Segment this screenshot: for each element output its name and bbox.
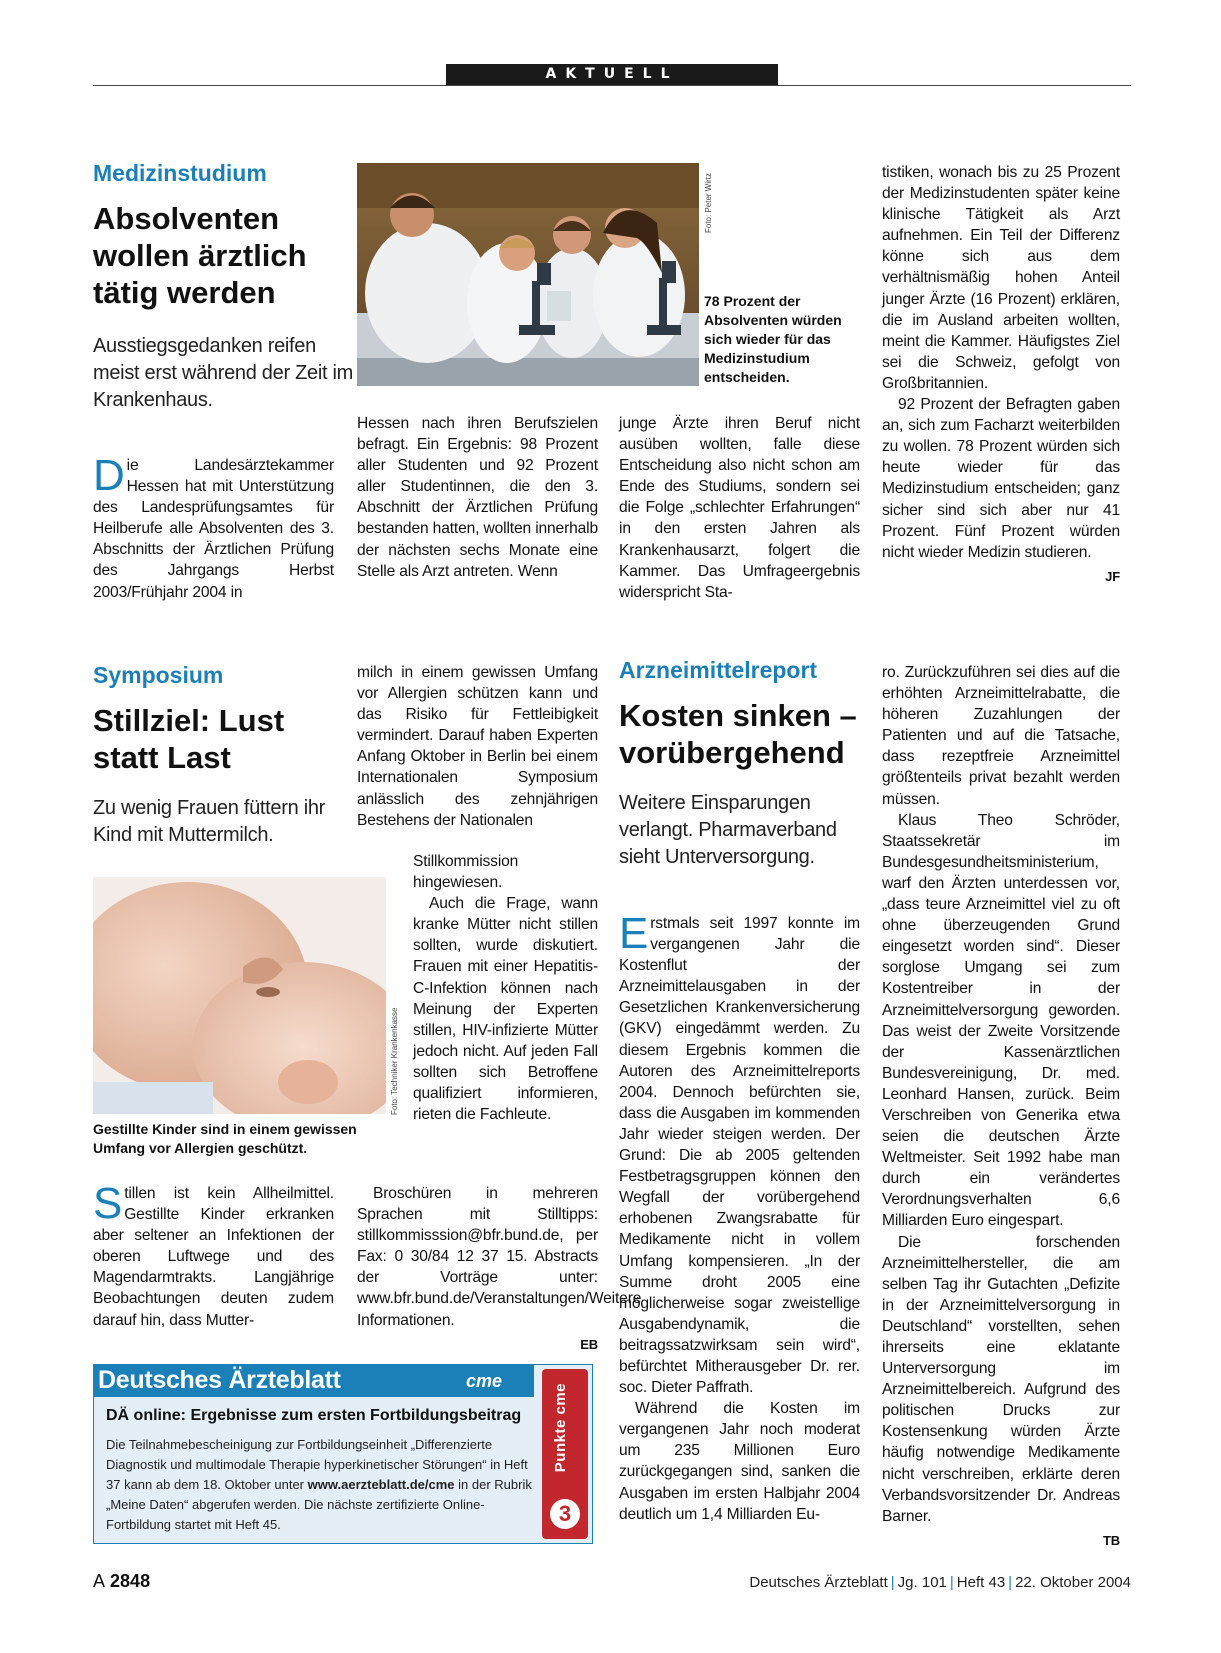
dropcap: S (93, 1179, 123, 1228)
article3-kicker: Arzneimittelreport (619, 657, 818, 683)
cme-link[interactable]: www.aerzteblatt.de/cme (307, 1477, 455, 1492)
cme-points-badge: Punkte cme 3 (542, 1369, 588, 1539)
photo-credit: Foto: Peter Wirtz (704, 172, 713, 233)
page-number: A 2848 (93, 1571, 151, 1591)
article3-deck: Weitere Einsparungen verlangt. Pharmaverband sieht Unterversorgung. (619, 792, 837, 868)
article1-kicker: Medizinstudium (93, 160, 267, 186)
author-signature: TB (1102, 1532, 1120, 1548)
breastfeeding-photo (93, 877, 386, 1114)
photo-caption: Gestillte Kinder sind in einem gewissen Umfang vor Allergien geschützt. (93, 1121, 357, 1156)
article3-column-1: Erstmals seit 1997 konnte im vergangenen Jahr die Kostenflut der Arzneimittelausgaben in der Gesetzlichen Krankenversicherung (GKV) eingedämmt werden. Zu diesem Ergebnis kommen die Autoren des Arzneimittelreports 2004. Dennoch befürchten sie, dass die Ausgaben im kommenden Jahr wieder steigen werden. Der Grund: Die ab 2005 geltenden Festbetragsgruppen können den Wegfall der vorübergehend erhobenen Zwangsrabatte für Medikamente nicht in vollem Umfang kompensieren. „In der Summe droht 2005 eine möglicherweise sogar zweistellige Ausgabendynamik, die beitragssatzwirksam sein wird“, befürchtet Mitherausgeber Dr. rer. soc. Dieter Paffrath. Während die Kosten im vergangenen Jahr noch moderat um 235 Millionen Euro zurückgegangen sind, sanken die Ausgaben im ersten Halbjahr 2004 deutlich um 1,4 Milliarden Eu- (619, 909, 860, 1523)
article2-column-2-end: Broschüren in mehreren Sprachen mit Stilltipps: stillkommisssion@bfr.bund.de, per Fax: 0 30/84 12 37 15. Abstracts der Vorträge unter: www.bfr.bund.de/Veranstaltungen/Weitere Informationen. EB (357, 1183, 598, 1355)
photo-credit: Foto: Techniker Krankenkasse (390, 1007, 399, 1115)
footer-info: Deutsches Ärzteblatt | Jg. 101 | Heft 43 | 22. Oktober 2004 (749, 1574, 1131, 1591)
article1-headline: Absolventen wollen ärztlich tätig werden (93, 201, 307, 310)
cme-text: Die Teilnahmebescheinigung zur Fortbildungseinheit „Differenzierte Diagnostik und multimodale Therapie hyperkinetischer Störungen“ in Heft 37 kann ab dem 18. Oktober unter www.aerzteblatt.de/cme in der Rubrik „Meine Daten“ abgerufen werden. Die nächste zertifizierte Online-Fortbildung startet mit Heft 45. (106, 1437, 532, 1532)
article2-column-2: milch in einem gewissen Umfang vor Allergien schützen kann und das Risiko für Fettleibigkeit vermindert. Darauf haben Experten Anfang Oktober in Berlin bei einem Internationalen Symposium anlässlich des zehnjährigen Bestehens der Nationalen (357, 664, 598, 829)
article1-column-3: junge Ärzte ihren Beruf nicht ausüben wollten, falle diese Entscheidung also nicht schon am Ende des Studiums, sondern sei die Folge „schlechter Erfahrungen“ in den ersten Jahren als Krankenhausarzt, folgert die Kammer. Das Umfrageergebnis widerspricht Sta- (619, 415, 860, 601)
article2-kicker: Symposium (93, 662, 224, 688)
dropcap: E (619, 909, 649, 958)
section-label: AKTUELL (446, 64, 778, 85)
article2-column-1: Stillen ist kein Allheilmittel. Gestillte Kinder erkranken aber seltener an Infektionen der oberen Luftwege und des Magendarmtrakts. Langjährige Beobachtungen deuten zudem darauf hin, dass Mutter- (93, 1179, 334, 1329)
article1-deck: Ausstiegsgedanken reifen meist erst während der Zeit im Krankenhaus. (93, 335, 353, 411)
article1-column-4: tistiken, wonach bis zu 25 Prozent der Medizinstudenten später keine klinische Tätigkeit als Arzt aufnehmen. Ein Teil der Differenz könne sich aus dem verhältnismäßig hohen Anteil junger Ärzte (16 Prozent) erklären, die im Ausland arbeiten wollten, meint die Kammer. Häufigstes Ziel sei die Schweiz, gefolgt von Großbritannien. 92 Prozent der Befragten gaben an, sich zum Facharzt weiterbilden zu wollen. 78 Prozent würden sich heute wieder für das Medizinstudium entscheiden; ganz sicher sind sich aber nur 41 Prozent. Fünf Prozent würden nicht wieder Medizin studieren. JF (882, 162, 1120, 587)
points-circle: 3 (550, 1499, 580, 1529)
header-rule (93, 85, 1131, 86)
dropcap: D (93, 451, 125, 500)
cme-brand: Deutsches Ärzteblatt (98, 1366, 341, 1394)
cme-heading: DÄ online: Ergebnisse zum ersten Fortbildungsbeitrag (106, 1407, 522, 1424)
author-signature: JF (1105, 568, 1120, 584)
author-signature: EB (580, 1336, 598, 1352)
article3-column-2: ro. Zurückzuführen sei dies auf die erhöhten Arzneimittelrabatte, die höheren Zuzahlungen der Patienten und auf die Tatsache, dass rezeptfreie Arzneimittel größtenteils privat bezahlt werden müssen. Klaus Theo Schröder, Staatssekretär im Bundesgesundheitsministerium, warf den Ärzten unterdessen vor, „dass teure Arzneimittel viel zu oft ohne überzeugenden Grund eingesetzt worden sind“. Dieser sorglose Umgang sei zum Kostentreiber in der Arzneimittelversorgung geworden. Das weist der Zweite Vorsitzende der Kassenärztlichen Bundesvereinigung, Dr. med. Leonhard Hansen, zurück. Beim Verschreiben von Generika etwa seien die deutschen Ärzte Weltmeister. Seit 1992 habe man durch ein verändertes Verordnungsverhalten 6,6 Milliarden Euro eingespart. Die forschenden Arzneimittelhersteller, die am selben Tag ihr Gutachten „Defizite in der Arzneimittelversorgung in Deutschland“ vorstellten, sehen ihrerseits eine eklatante Unterversorgung im Arzneimittelbereich. Aufgrund des politischen Drucks zur Kostensenkung würden Ärzte häufig notwendige Medikamente nicht verschreiben, erklärte deren Verbandsvorsitzender Dr. Andreas Barner. TB (882, 662, 1120, 1551)
article2-headline: Stillziel: Lust statt Last (93, 703, 285, 775)
article1-column-1: Die Landesärztekammer Hessen hat mit Unterstützung des Landesprüfungsamtes für Heilberufe alle Absolventen des 3. Abschnitts der Ärztlichen Prüfung des Jahrgangs Herbst 2003/Frühjahr 2004 in (93, 451, 334, 601)
cme-box (93, 1364, 593, 1544)
article2-deck: Zu wenig Frauen füttern ihr Kind mit Muttermilch. (93, 797, 326, 846)
article3-headline: Kosten sinken – vorübergehend (619, 698, 857, 770)
article1-column-2: Hessen nach ihren Berufszielen befragt. Ein Ergebnis: 98 Prozent aller Studenten und 92 Prozent aller Studentinnen, die den 3. Abschnitt der Ärztlichen Prüfung bestanden hatten, wollten innerhalb der nächsten sechs Monate eine Stelle als Arzt antreten. Wenn (357, 415, 598, 580)
photo-caption: 78 Prozent der Absolventen würden sich wieder für das Medizinstudium entscheiden. (704, 293, 842, 385)
article2-column-2-wrap: Stillkommission hingewiesen. Auch die Frage, wann kranke Mütter nicht stillen sollten, wurde diskutiert. Frauen mit einer Hepatitis-C-Infektion können nach Meinung der Experten stillen, HIV-infizierte Mütter jedoch nicht. Auf jeden Fall sollten sich Betroffene qualifiziert informieren, rieten die Fachleute. (413, 853, 598, 1124)
cme-banner (94, 1365, 534, 1397)
cme-tag: cme (466, 1371, 503, 1391)
students-microscope-photo (357, 163, 699, 386)
